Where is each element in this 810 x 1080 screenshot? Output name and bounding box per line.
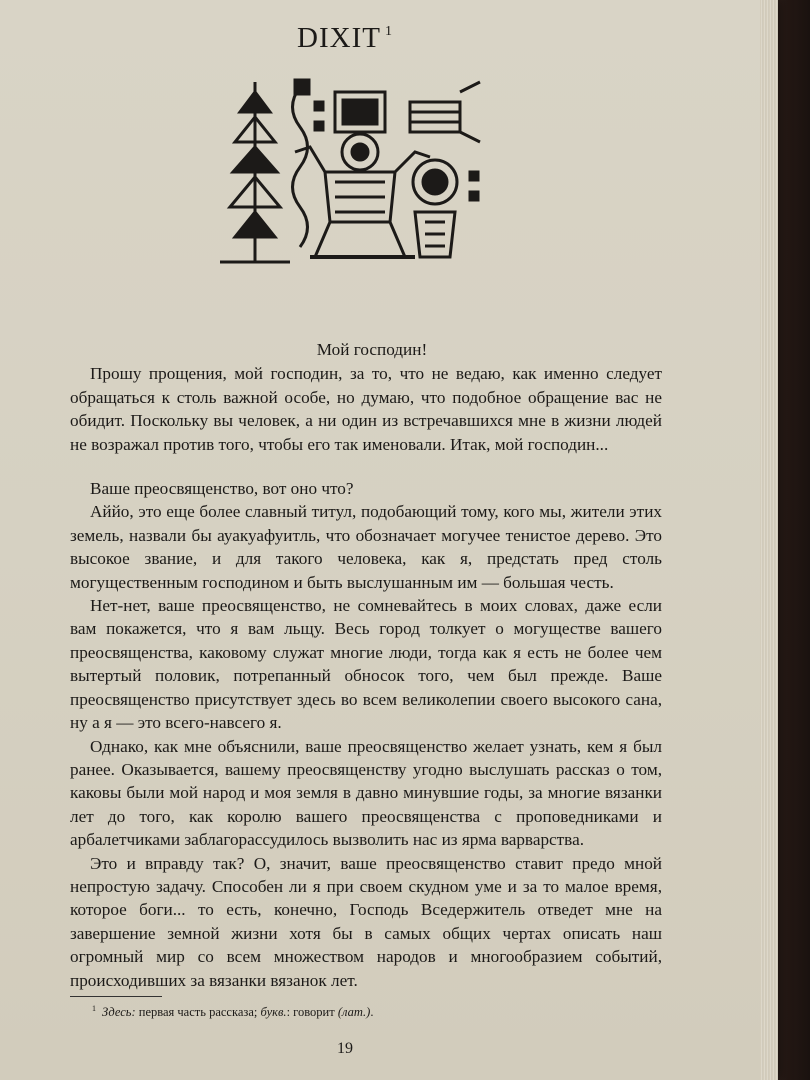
title-footnote-mark: 1	[384, 24, 393, 39]
footnote	[92, 1004, 373, 1020]
footnote-italic-b: букв.	[260, 1005, 287, 1020]
footnote-mark: 1	[92, 1004, 96, 1013]
paragraph-3: Аййо, это еще более славный титул, подобающий тому, кого мы, жители этих земель, назвали бы ауакуафуитль, что обозначает могучее тенистое дерево. Это высокое звание, и для такого человека, как я, предстать пред столь могущественным господином и быть выслушанным им — большая честь.	[70, 502, 662, 592]
footnote-text-c: .	[370, 1005, 374, 1020]
chapter-body	[70, 338, 662, 992]
paragraph-5: Однако, как мне объяснили, ваше преосвященство желает узнать, кем я был ранее. Оказывается, вашему преосвященству угодно выслушать рассказ о том, каковы были мой народ и моя земля в давно минувшие годы, за многие вязанки лет до того, как королю вашего преосвященства с проповедниками и арбалетчиками заблагорассудилось вызволить нас из ярма варварства.	[70, 736, 662, 850]
footnote-italic-c: (лат.)	[337, 1005, 371, 1020]
page-stack-edge	[760, 0, 778, 1080]
chapter-title-text: DIXIT	[297, 22, 381, 54]
footnote-text-a: первая часть рассказа;	[135, 1005, 261, 1020]
paragraph-6: Это и вправду так? О, значит, ваше преосвященство ставит предо мной непростую задачу. Способен ли я при своем скудном уме и за то малое время, которое боги... то есть, конечно, Господь Вседержитель отведет мне на завершение земной жизни хотя бы в самых общих чертах описать наш огромный мир со всем множеством народов и многообразием событий, происходивших за вязанки вязанок лет.	[70, 853, 662, 990]
greeting-line: Мой господин!	[316, 340, 428, 359]
footnote-text-b: : говорит	[286, 1005, 338, 1020]
paragraph-4: Нет-нет, ваше преосвященство, не сомневайтесь в моих словах, даже если вам покажется, что я вам льщу. Весь город толкует о могуществе вашего преосвященства, каковому служат многие люди, тогда как я есть не более чем вытертый половик, потрепанный обносок того, чем был прежде. Ваше преосвященство присутствует здесь во всем великолепии своего высокого сана, ну а я — это всего-навсего я.	[70, 596, 662, 733]
section-gap	[70, 456, 662, 477]
footnote-italic-lead: Здесь:	[102, 1005, 136, 1020]
footnote-divider	[70, 996, 162, 997]
paragraph-2: Ваше преосвященство, вот оно что?	[90, 479, 354, 499]
page-number: 19	[337, 1040, 353, 1057]
paragraph-1: Прошу прощения, мой господин, за то, что не ведаю, как именно следует обращаться к столь важной особе, но думаю, что подобное обращение вас не обидит. Поскольку вы человек, а ни один из встречавшихся мне в жизни людей не возражал против того, чтобы его так именовали. Итак, мой господин...	[70, 364, 662, 454]
chapter-title	[0, 22, 690, 55]
aztec-codex-glyph-icon	[215, 72, 485, 272]
